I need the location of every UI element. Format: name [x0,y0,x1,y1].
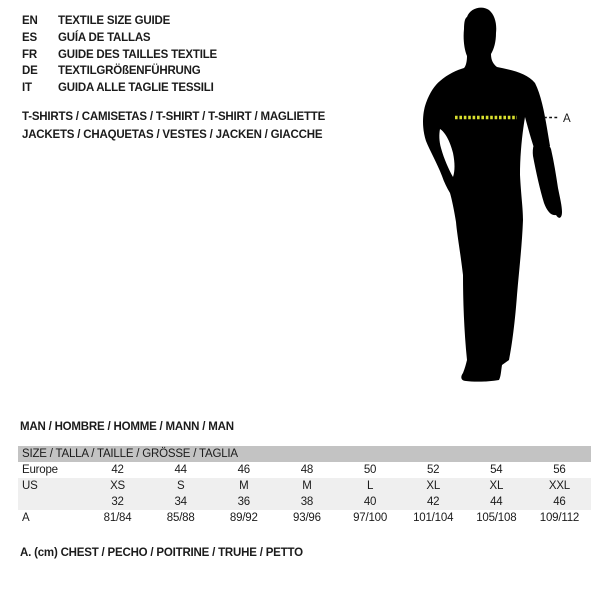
table-row-chest-cm [18,510,591,526]
cell: 36 [237,496,251,508]
man-silhouette-body [423,8,550,382]
cell: 40 [363,496,377,508]
cell: 85/88 [166,512,195,524]
language-code: EN [22,15,38,27]
cell: 32 [111,496,124,508]
cell: 109/112 [539,512,580,524]
language-row-fr [22,47,217,64]
table-row-us [18,478,591,494]
footnote-chest: A. (cm) CHEST / PECHO / POITRINE / TRUHE / PETTO [20,547,303,559]
cell: 44 [490,496,503,508]
language-list [22,13,217,97]
cell: 56 [553,464,566,476]
table-row-europe [18,462,591,478]
cell: 38 [300,496,314,508]
cell: S [176,480,185,492]
table-row-us-numeric [18,494,591,510]
cell: 42 [111,464,124,476]
cell: M [302,480,312,492]
language-row-de [22,63,217,80]
cell: XL [489,480,504,492]
language-code: FR [22,48,37,61]
cell: 46 [237,464,251,476]
category-line-jackets: JACKETS / CHAQUETAS / VESTES / JACKEN / GIACCHE [22,128,323,141]
size-table [18,446,591,526]
row-label: US [22,480,38,492]
cell: L [366,480,374,492]
cell: 105/108 [476,512,517,524]
cell: 34 [174,496,187,508]
cell: 46 [553,496,566,508]
cell: 101/104 [413,512,454,524]
cell: 97/100 [353,512,388,524]
cell: 52 [426,464,440,476]
language-label: GUIDE DES TAILLES TEXTILE [58,48,217,61]
measurement-label-a: A [563,113,571,125]
language-label: TEXTILGRÖßENFÜHRUNG [58,65,201,78]
language-row-it [22,80,217,97]
language-label: GUÍA DE TALLAS [58,31,151,44]
cell: 93/96 [293,512,321,524]
category-lines [22,109,325,144]
language-code: IT [22,82,32,95]
language-label: GUIDA ALLE TAGLIE TESSILI [58,82,214,95]
section-heading-man: MAN / HOMBRE / HOMME / MANN / MAN [20,421,234,433]
language-row-en [22,13,217,30]
row-label: Europe [22,464,58,476]
cell: 48 [300,464,314,476]
row-label: A [22,512,30,524]
language-code: DE [22,65,38,78]
cell: 44 [174,464,187,476]
man-silhouette-figure [360,0,600,400]
language-label: TEXTILE SIZE GUIDE [58,15,171,27]
cell: 54 [490,464,503,476]
language-code: ES [22,31,37,44]
cell: M [239,480,249,492]
cell: 42 [426,496,440,508]
cell: 89/92 [229,512,258,524]
cell: 50 [363,464,377,476]
size-table-header: SIZE / TALLA / TAILLE / GRÖSSE / TAGLIA [18,446,591,462]
cell: XS [110,480,126,492]
cell: XL [426,480,441,492]
cell: XXL [548,480,570,492]
man-silhouette-forearm [533,137,562,218]
cell: 81/84 [103,512,132,524]
category-line-tshirts: T-SHIRTS / CAMISETAS / T-SHIRT / T-SHIRT / MAGLIETTE [22,111,326,123]
language-row-es [22,30,217,47]
